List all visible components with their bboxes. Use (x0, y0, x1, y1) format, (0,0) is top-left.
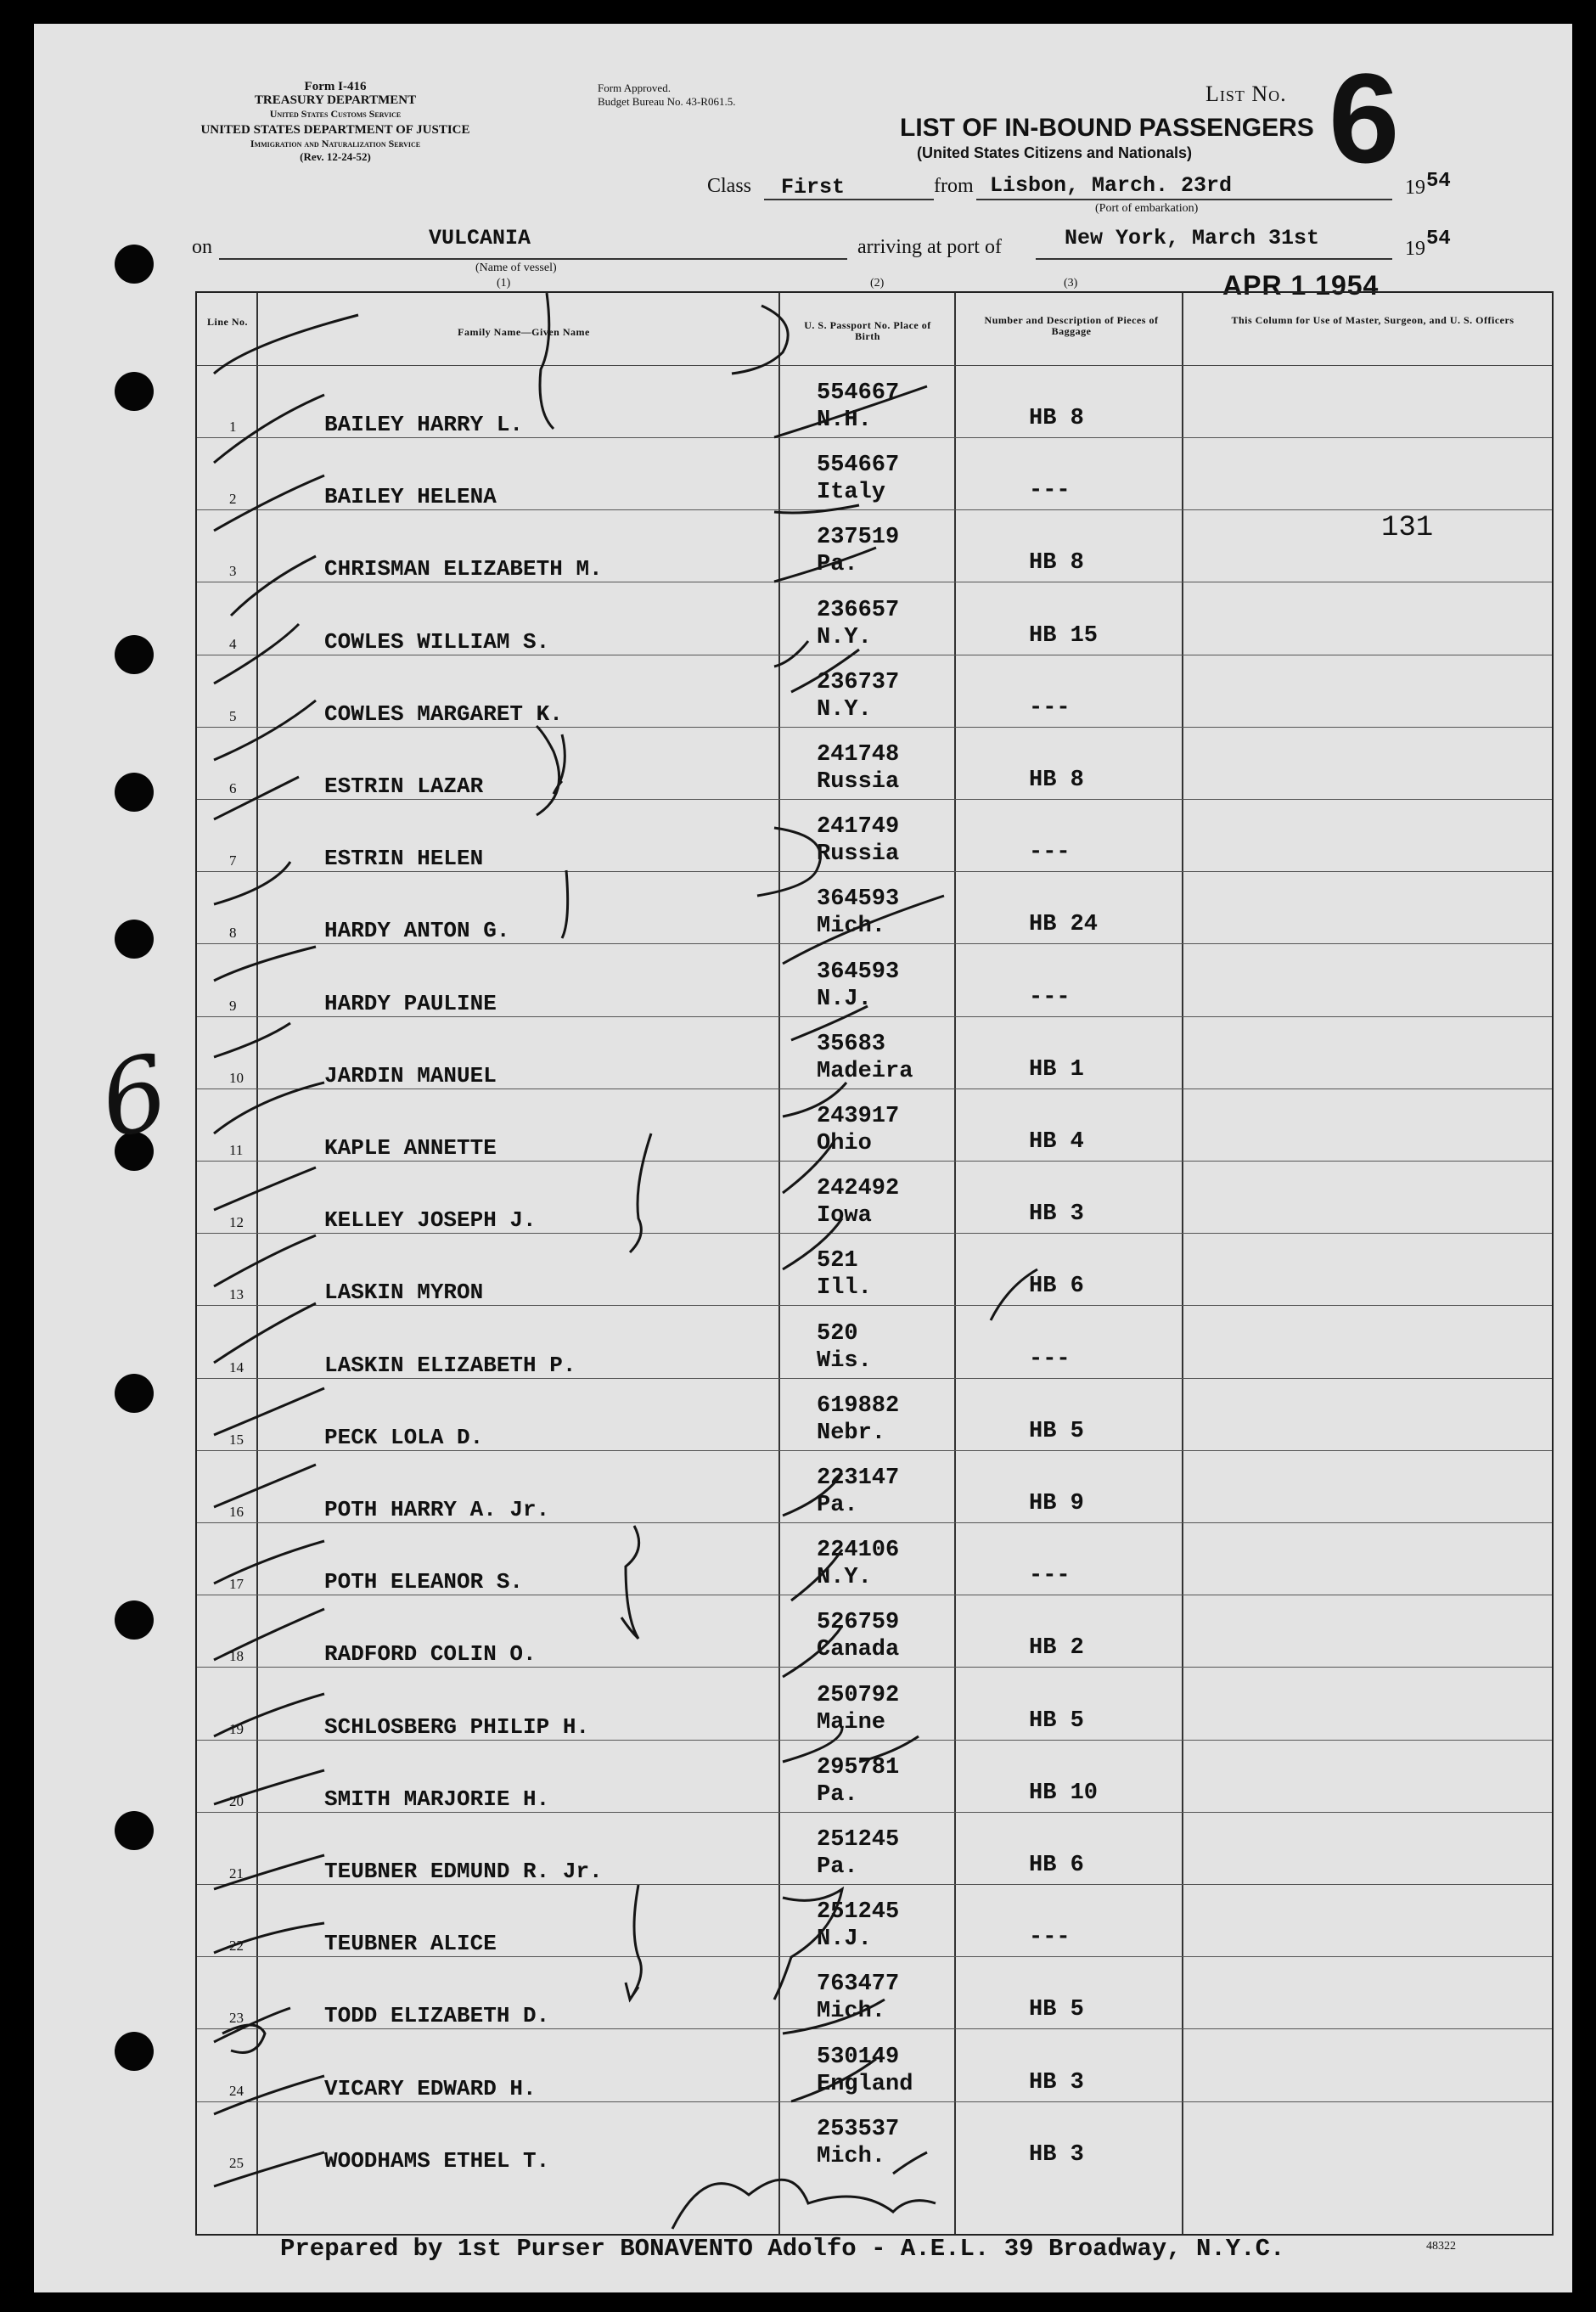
col-header-officers: This Column for Use of Master, Surgeon, and U. S. Officers (1231, 314, 1515, 326)
line-number: 24 (229, 2082, 244, 2099)
line-number: 17 (229, 1576, 244, 1593)
line-number: 15 (229, 1431, 244, 1448)
col3-number: (3) (1064, 277, 1078, 290)
line-number: 8 (229, 925, 237, 942)
passenger-table (195, 291, 1554, 2236)
baggage-description: --- (1029, 840, 1071, 866)
approval-block (598, 82, 735, 109)
line-number: 1 (229, 419, 237, 435)
line-number: 11 (229, 1142, 244, 1158)
passport-number: 241748 (817, 742, 900, 768)
passenger-name: ESTRIN LAZAR (324, 773, 484, 799)
place-of-birth: Mich. (817, 2143, 886, 2169)
on-label: on (192, 236, 212, 258)
line-number: 14 (229, 1359, 244, 1375)
passport-number: 364593 (817, 886, 900, 913)
baggage-description: HB 5 (1029, 1707, 1084, 1734)
passenger-name: SMITH MARJORIE H. (324, 1786, 550, 1812)
passenger-name: RADFORD COLIN O. (324, 1641, 537, 1668)
passport-number: 520 (817, 1320, 858, 1347)
col1-number: (1) (497, 277, 511, 290)
passenger-name: LASKIN ELIZABETH P. (324, 1352, 576, 1378)
passport-number: 364593 (817, 959, 900, 985)
passenger-name: BAILEY HARRY L. (324, 412, 524, 437)
passenger-name: COWLES MARGARET K. (324, 700, 563, 727)
place-of-birth: Russia (817, 841, 900, 868)
binder-hole (115, 635, 154, 674)
line-number: 6 (229, 780, 237, 796)
page-title: LIST OF IN-BOUND PASSENGERS (900, 114, 1314, 142)
arriving-label: arriving at port of (857, 236, 1002, 258)
passport-number: 250792 (817, 1682, 900, 1708)
baggage-description: --- (1029, 695, 1071, 721)
place-of-birth: Pa. (817, 1493, 858, 1518)
binder-hole (115, 920, 154, 959)
treasury-label: TREASURY DEPARTMENT (254, 93, 417, 107)
line-number: 12 (229, 1214, 244, 1231)
justice-label: UNITED STATES DEPARTMENT OF JUSTICE (200, 123, 470, 137)
table-row (197, 1233, 1552, 1306)
form-page (34, 24, 1572, 2292)
table-row (197, 799, 1552, 872)
line-number: 23 (229, 2010, 244, 2027)
table-row (197, 1450, 1552, 1523)
baggage-description: HB 4 (1029, 1129, 1084, 1155)
binder-hole (115, 1600, 154, 1640)
passenger-name: LASKIN MYRON (324, 1280, 484, 1306)
passport-number: 530149 (817, 2044, 900, 2070)
passenger-name: KAPLE ANNETTE (324, 1135, 497, 1161)
line-number: 16 (229, 1504, 244, 1520)
passenger-name: TODD ELIZABETH D. (324, 2003, 550, 2029)
place-of-birth: Nebr. (817, 1420, 886, 1446)
baggage-description: HB 10 (1029, 1780, 1099, 1806)
passenger-name: POTH ELEANOR S. (324, 1569, 524, 1595)
place-of-birth: Pa. (817, 1781, 858, 1808)
baggage-description: HB 6 (1029, 1853, 1084, 1878)
line-number: 4 (229, 635, 237, 652)
vessel-name: VULCANIA (429, 226, 531, 250)
place-of-birth: Ohio (817, 1131, 872, 1156)
place-of-birth: Maine (817, 1709, 886, 1735)
table-row (197, 1522, 1552, 1595)
arrival-year: 54 (1426, 228, 1451, 250)
baggage-description: HB 5 (1029, 1997, 1084, 2023)
passenger-name: TEUBNER EDMUND R. Jr. (324, 1859, 603, 1884)
revision-label: (Rev. 12-24-52) (300, 150, 371, 163)
passport-number: 295781 (817, 1754, 900, 1780)
baggage-description: HB 9 (1029, 1491, 1084, 1516)
table-row (197, 1740, 1552, 1813)
place-of-birth: N.Y. (817, 1565, 872, 1591)
place-of-birth: England (817, 2071, 913, 2097)
officer-note: 131 (1381, 512, 1434, 544)
passenger-name: BAILEY HELENA (324, 484, 497, 510)
baggage-description: HB 15 (1029, 622, 1099, 649)
passenger-name: KELLEY JOSEPH J. (324, 1207, 537, 1234)
baggage-description: HB 5 (1029, 1418, 1084, 1444)
table-row (197, 437, 1552, 510)
table-row (197, 1884, 1552, 1957)
table-row (197, 2101, 1552, 2174)
baggage-description: HB 3 (1029, 2141, 1084, 2168)
place-of-birth: N.Y. (817, 624, 872, 650)
class-value: First (781, 175, 846, 200)
col2-number: (2) (870, 277, 885, 290)
baggage-description: HB 6 (1029, 1274, 1084, 1300)
baggage-description: HB 24 (1029, 912, 1099, 938)
line-number: 10 (229, 1069, 244, 1086)
passport-number: 251245 (817, 1899, 900, 1926)
place-of-birth: Ill. (817, 1275, 872, 1302)
passport-number: 242492 (817, 1176, 900, 1202)
passport-number: 526759 (817, 1610, 900, 1636)
binder-hole (115, 245, 154, 284)
baggage-description: --- (1029, 1925, 1071, 1951)
table-row (197, 1306, 1552, 1379)
line-number: 13 (229, 1286, 244, 1303)
binder-hole (115, 1374, 154, 1413)
baggage-description: HB 8 (1029, 550, 1084, 577)
margin-handwritten-number: 6 (90, 1032, 178, 1162)
table-row (197, 1956, 1552, 2029)
table-row (197, 2029, 1552, 2102)
passport-number: 236737 (817, 669, 900, 695)
table-row (197, 727, 1552, 800)
passenger-name: WOODHAMS ETHEL T. (324, 2147, 550, 2174)
place-of-birth: Mich. (817, 914, 886, 940)
line-number: 2 (229, 491, 237, 508)
budget-bureau: Budget Bureau No. 43-R061.5. (598, 95, 736, 108)
place-of-birth: Italy (817, 480, 886, 506)
prepared-by: Prepared by 1st Purser BONAVENTO Adolfo - A.E.L. 39 Broadway, N.Y.C. (280, 2235, 1285, 2263)
table-row (197, 655, 1552, 728)
port-of-embarkation: Lisbon, March. 23rd (990, 173, 1233, 198)
ins-label: Immigration and Naturalization Service (250, 138, 421, 149)
vessel-caption: (Name of vessel) (475, 262, 557, 274)
table-row (197, 365, 1552, 438)
table-row (197, 509, 1552, 582)
place-of-birth: Russia (817, 769, 900, 795)
place-of-birth: Madeira (817, 1058, 913, 1084)
place-of-birth: Wis. (817, 1347, 872, 1374)
passenger-name: POTH HARRY A. Jr. (324, 1497, 550, 1522)
passport-number: 237519 (817, 525, 900, 551)
from-year-prefix: 19 (1405, 177, 1425, 199)
line-number: 5 (229, 707, 237, 724)
binder-hole (115, 1811, 154, 1850)
baggage-description: HB 3 (1029, 1201, 1084, 1228)
port-embark-caption: (Port of embarkation) (1095, 202, 1199, 215)
place-of-birth: N.H. (817, 408, 872, 433)
baggage-description: --- (1029, 478, 1071, 504)
place-of-birth: Iowa (817, 1203, 872, 1229)
place-of-birth: N.Y. (817, 696, 872, 723)
baggage-description: --- (1029, 1346, 1071, 1372)
col-header-name: Family Name—Given Name (458, 326, 590, 338)
place-of-birth: N.J. (817, 986, 872, 1012)
col-header-passport: U. S. Passport No. Place of Birth (804, 319, 931, 342)
binder-hole (115, 372, 154, 411)
baggage-description: HB 8 (1029, 406, 1084, 431)
baggage-description: HB 1 (1029, 1056, 1084, 1083)
table-row (197, 944, 1552, 1017)
table-row (197, 871, 1552, 944)
page-subtitle: (United States Citizens and Nationals) (917, 144, 1193, 161)
date-stamp: APR 1 1954 (1222, 270, 1380, 301)
table-row (197, 1812, 1552, 1885)
line-number: 19 (229, 1720, 244, 1737)
passport-number: 35683 (817, 1031, 886, 1057)
passport-number: 763477 (817, 1972, 900, 1998)
place-of-birth: Pa. (817, 1854, 858, 1880)
binder-hole (115, 2032, 154, 2071)
table-row (197, 1161, 1552, 1234)
baggage-description: --- (1029, 984, 1071, 1010)
passport-number: 243917 (817, 1104, 900, 1129)
line-number: 21 (229, 1865, 244, 1882)
passenger-name: HARDY ANTON G. (324, 918, 510, 944)
binder-hole (115, 773, 154, 812)
from-year: 54 (1426, 170, 1451, 193)
form-id: Form I-416 (304, 80, 367, 93)
place-of-birth: Canada (817, 1637, 900, 1663)
baggage-description: HB 2 (1029, 1635, 1084, 1662)
from-label: from (934, 175, 974, 197)
table-row (197, 1595, 1552, 1668)
place-of-birth: N.J. (817, 1927, 872, 1953)
form-code: 48322 (1426, 2240, 1456, 2253)
line-number: 20 (229, 1792, 244, 1809)
line-number: 25 (229, 2154, 244, 2171)
agency-block (195, 80, 475, 164)
baggage-description: HB 3 (1029, 2069, 1084, 2095)
list-no-label: List No. (1205, 82, 1287, 106)
line-number: 9 (229, 997, 237, 1014)
place-of-birth: Mich. (817, 1999, 886, 2025)
line-number: 22 (229, 1938, 244, 1955)
line-number: 3 (229, 563, 237, 580)
table-row (197, 1088, 1552, 1162)
baggage-description: HB 8 (1029, 768, 1084, 793)
list-number: 6 (1329, 47, 1400, 189)
table-row (197, 1668, 1552, 1741)
passport-number: 223147 (817, 1465, 900, 1491)
class-label: Class (707, 175, 752, 197)
place-of-birth: Pa. (817, 552, 858, 578)
table-row (197, 1016, 1552, 1089)
passport-number: 554667 (817, 380, 900, 406)
arrival-port-date: New York, March 31st (1065, 226, 1320, 250)
passport-number: 554667 (817, 453, 900, 479)
line-number: 7 (229, 852, 237, 869)
passport-number: 253537 (817, 2116, 900, 2142)
passenger-name: CHRISMAN ELIZABETH M. (324, 556, 603, 582)
passenger-name: VICARY EDWARD H. (324, 2075, 537, 2101)
passenger-name: COWLES WILLIAM S. (324, 628, 550, 655)
table-row (197, 1378, 1552, 1451)
passenger-name: HARDY PAULINE (324, 990, 497, 1016)
col-header-line-no: Line No. (206, 316, 248, 328)
passport-number: 521 (817, 1248, 858, 1274)
passenger-name: TEUBNER ALICE (324, 1931, 497, 1957)
passport-number: 241749 (817, 814, 900, 841)
arrival-year-prefix: 19 (1405, 238, 1425, 260)
passport-number: 236657 (817, 597, 900, 623)
form-approved: Form Approved. (598, 82, 671, 94)
customs-label: United States Customs Service (269, 108, 402, 120)
passenger-name: PECK LOLA D. (324, 1424, 484, 1450)
col-header-baggage: Number and Description of Pieces of Baggage (984, 314, 1159, 337)
passenger-name: JARDIN MANUEL (324, 1062, 497, 1088)
baggage-description: --- (1029, 1563, 1071, 1589)
passport-number: 224106 (817, 1538, 900, 1564)
line-number: 18 (229, 1648, 244, 1665)
passport-number: 251245 (817, 1827, 900, 1853)
passenger-name: ESTRIN HELEN (324, 846, 484, 872)
passenger-name: SCHLOSBERG PHILIP H. (324, 1713, 590, 1740)
passport-number: 619882 (817, 1392, 900, 1419)
table-row (197, 582, 1552, 655)
